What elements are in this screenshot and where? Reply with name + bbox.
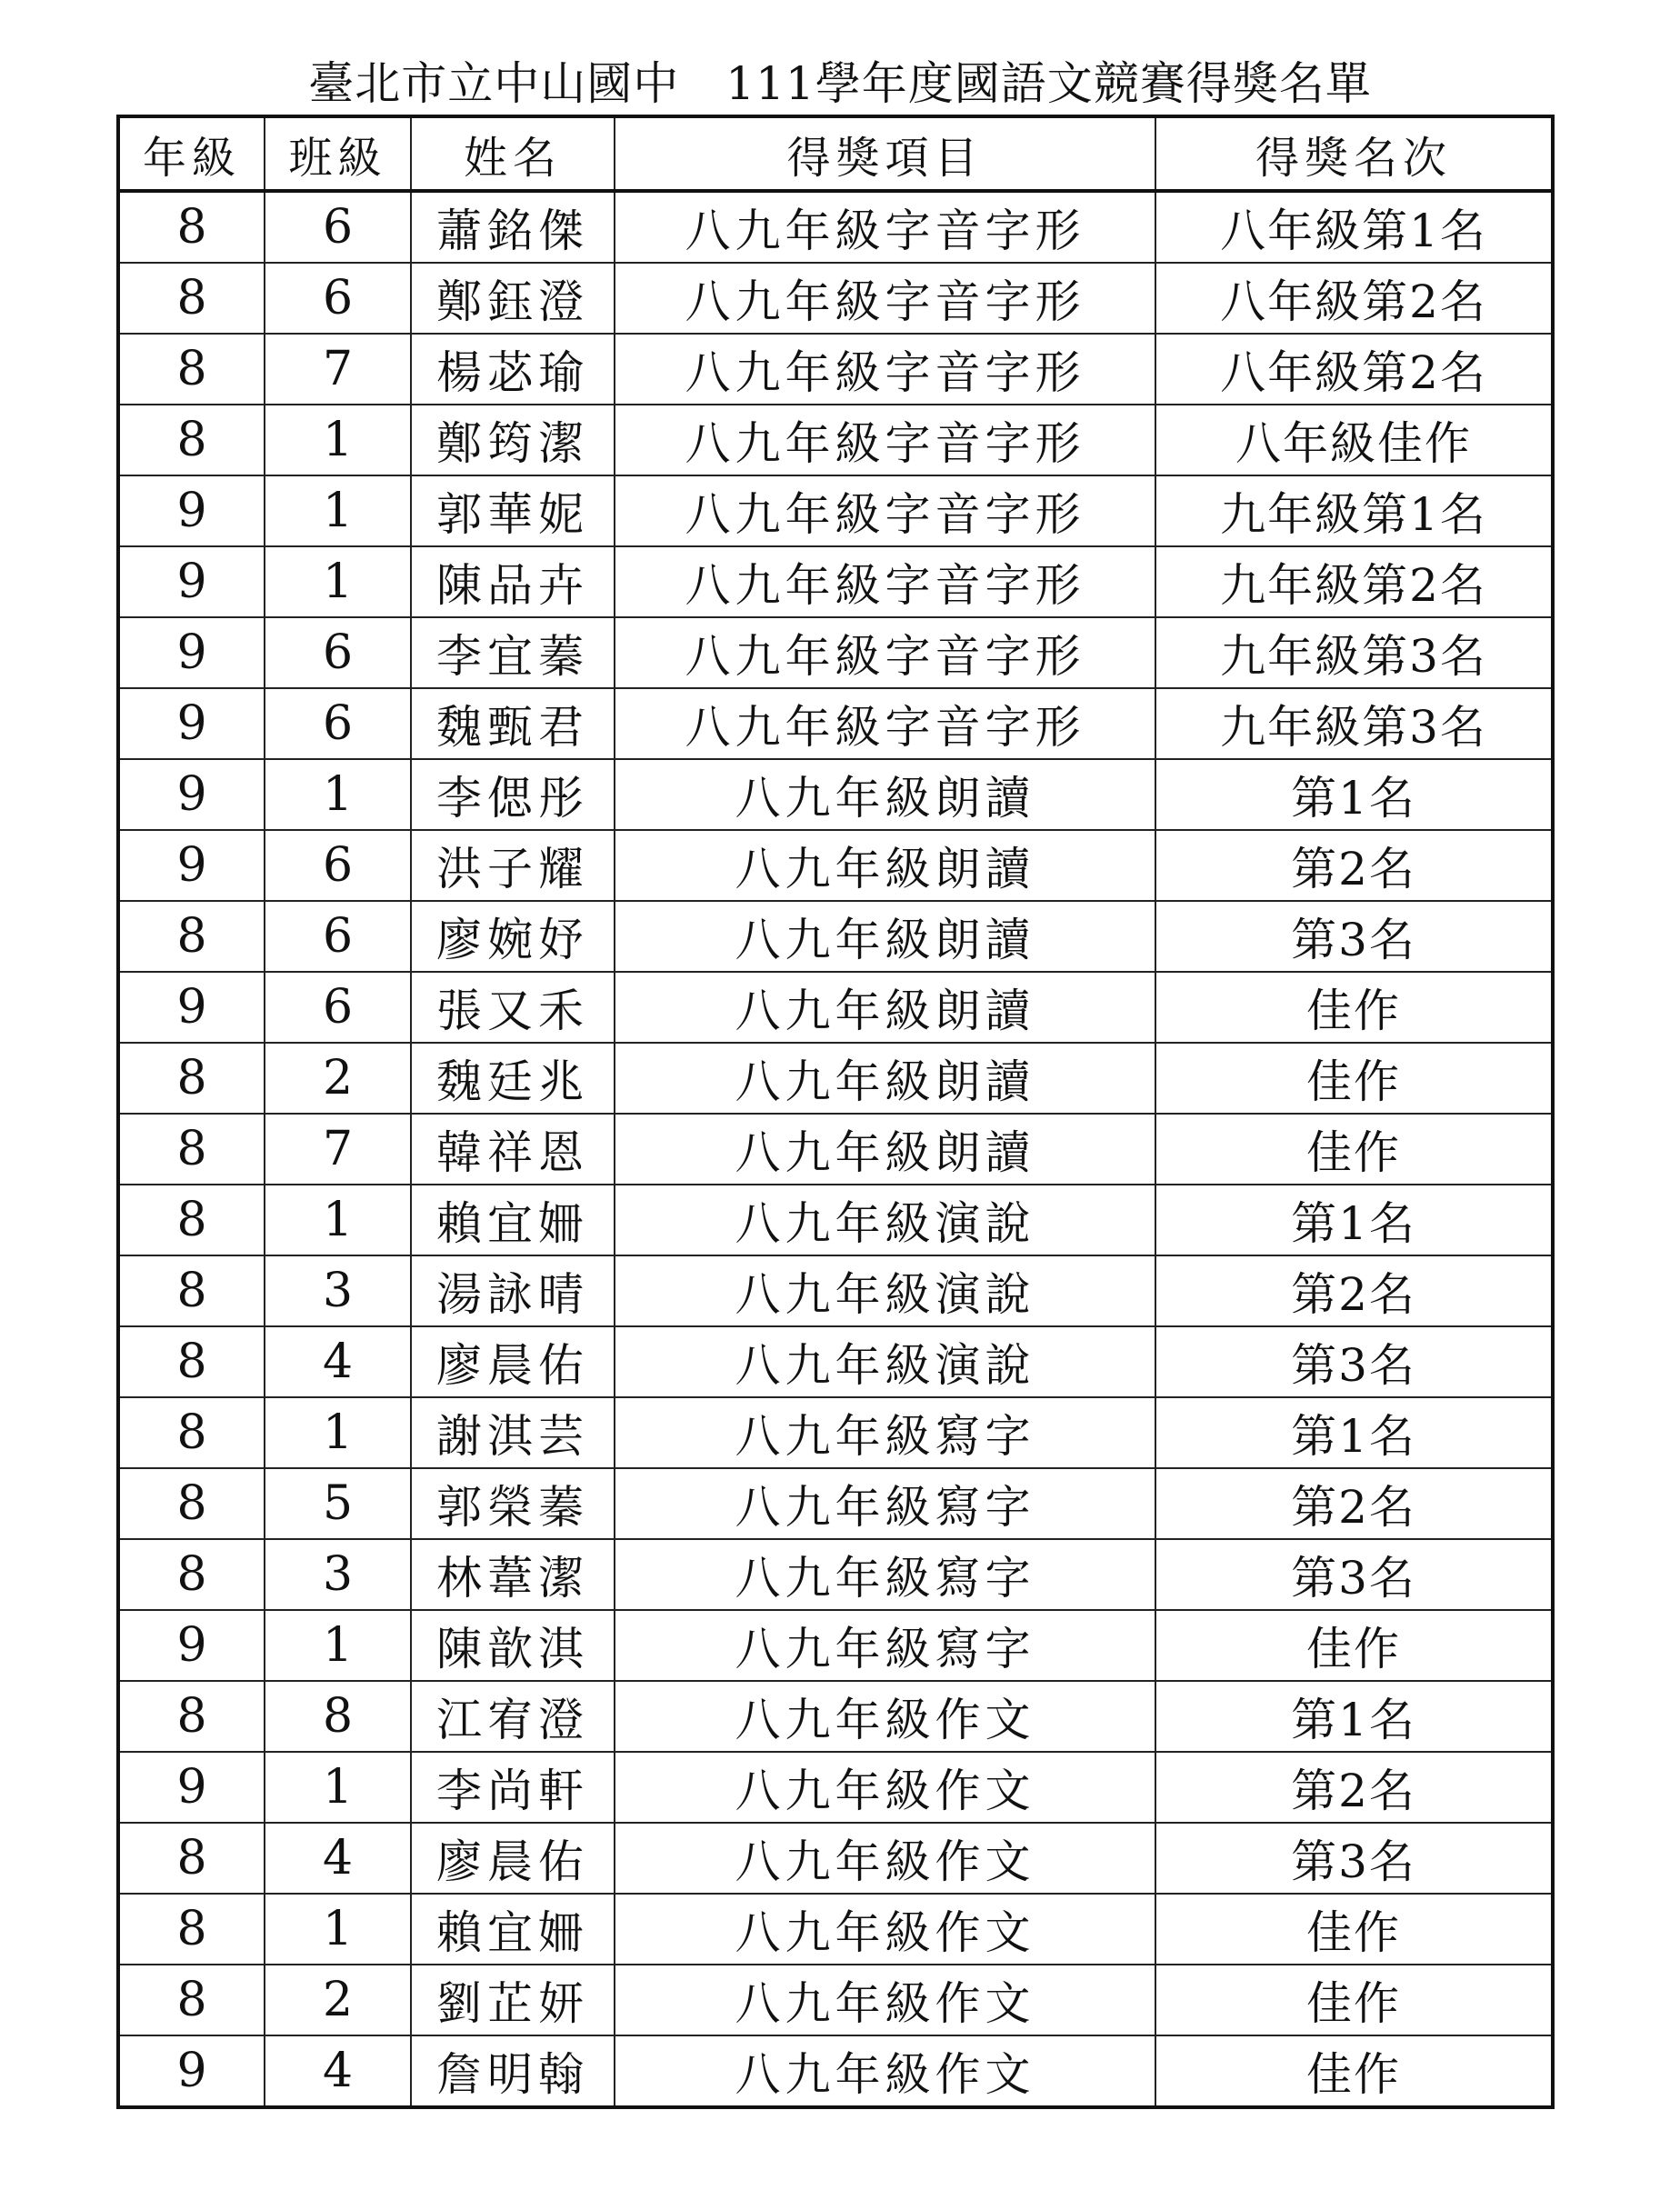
class-cell: 1 [265,759,411,830]
table-row [118,1894,1553,1965]
name-cell: 賴宜姍 [411,1185,615,1255]
grade-cell: 9 [118,475,265,546]
table-row [118,475,1553,546]
grade-cell: 9 [118,617,265,688]
award-item-cell: 八九年級朗讀 [615,972,1155,1043]
name-cell: 湯詠晴 [411,1255,615,1326]
table-header-row [118,116,1553,191]
class-cell: 4 [265,2035,411,2107]
award-rank-cell: 佳作 [1155,1043,1553,1114]
award-rank-cell: 九年級第3名 [1155,688,1553,759]
award-item-cell: 八九年級作文 [615,1965,1155,2035]
award-item-cell: 八九年級朗讀 [615,901,1155,972]
award-rank-cell: 佳作 [1155,1610,1553,1681]
grade-cell: 8 [118,1397,265,1468]
table-row [118,1823,1553,1894]
table-row [118,1114,1553,1185]
table-row [118,617,1553,688]
class-cell: 1 [265,1397,411,1468]
name-cell: 魏甄君 [411,688,615,759]
name-cell: 張又禾 [411,972,615,1043]
award-item-cell: 八九年級作文 [615,2035,1155,2107]
class-cell: 7 [265,334,411,405]
grade-cell: 8 [118,334,265,405]
award-item-cell: 八九年級寫字 [615,1539,1155,1610]
table-row [118,1965,1553,2035]
award-item-cell: 八九年級字音字形 [615,475,1155,546]
table-row [118,1539,1553,1610]
header-award-item: 得獎項目 [615,116,1155,191]
grade-cell: 8 [118,191,265,263]
class-cell: 1 [265,546,411,617]
award-item-cell: 八九年級字音字形 [615,263,1155,334]
class-cell: 2 [265,1043,411,1114]
table-row [118,191,1553,263]
grade-cell: 8 [118,901,265,972]
class-cell: 6 [265,688,411,759]
award-item-cell: 八九年級字音字形 [615,405,1155,475]
header-name: 姓名 [411,116,615,191]
grade-cell: 8 [118,1114,265,1185]
name-cell: 洪子耀 [411,830,615,901]
name-cell: 廖婉妤 [411,901,615,972]
class-cell: 5 [265,1468,411,1539]
table-row [118,1610,1553,1681]
class-cell: 1 [265,1185,411,1255]
name-cell: 詹明翰 [411,2035,615,2107]
award-rank-cell: 八年級佳作 [1155,405,1553,475]
class-cell: 6 [265,901,411,972]
grade-cell: 8 [118,1185,265,1255]
grade-cell: 8 [118,1539,265,1610]
class-cell: 3 [265,1255,411,1326]
award-item-cell: 八九年級作文 [615,1823,1155,1894]
award-rank-cell: 第3名 [1155,1823,1553,1894]
grade-cell: 9 [118,972,265,1043]
name-cell: 魏廷兆 [411,1043,615,1114]
award-item-cell: 八九年級寫字 [615,1468,1155,1539]
class-cell: 1 [265,1894,411,1965]
name-cell: 蕭銘傑 [411,191,615,263]
class-cell: 3 [265,1539,411,1610]
name-cell: 賴宜姍 [411,1894,615,1965]
header-grade: 年級 [118,116,265,191]
name-cell: 謝淇芸 [411,1397,615,1468]
grade-cell: 9 [118,2035,265,2107]
name-cell: 劉芷妍 [411,1965,615,2035]
award-item-cell: 八九年級作文 [615,1681,1155,1752]
grade-cell: 8 [118,1681,265,1752]
award-rank-cell: 八年級第2名 [1155,263,1553,334]
award-item-cell: 八九年級字音字形 [615,688,1155,759]
name-cell: 江宥澄 [411,1681,615,1752]
name-cell: 廖晨佑 [411,1823,615,1894]
class-cell: 4 [265,1326,411,1397]
award-rank-cell: 八年級第2名 [1155,334,1553,405]
name-cell: 林葦潔 [411,1539,615,1610]
class-cell: 6 [265,830,411,901]
award-rank-cell: 第2名 [1155,830,1553,901]
grade-cell: 9 [118,1610,265,1681]
award-item-cell: 八九年級演說 [615,1185,1155,1255]
class-cell: 6 [265,191,411,263]
award-rank-cell: 佳作 [1155,1114,1553,1185]
class-cell: 6 [265,263,411,334]
table-row [118,546,1553,617]
name-cell: 郭榮蓁 [411,1468,615,1539]
award-item-cell: 八九年級作文 [615,1752,1155,1823]
award-rank-cell: 九年級第3名 [1155,617,1553,688]
table-row [118,334,1553,405]
award-item-cell: 八九年級寫字 [615,1610,1155,1681]
award-item-cell: 八九年級演說 [615,1326,1155,1397]
award-item-cell: 八九年級作文 [615,1894,1155,1965]
name-cell: 廖晨佑 [411,1326,615,1397]
class-cell: 1 [265,1610,411,1681]
award-rank-cell: 第3名 [1155,1326,1553,1397]
award-rank-cell: 九年級第2名 [1155,546,1553,617]
grade-cell: 8 [118,1326,265,1397]
class-cell: 7 [265,1114,411,1185]
name-cell: 陳品卉 [411,546,615,617]
award-item-cell: 八九年級寫字 [615,1397,1155,1468]
award-rank-cell: 第1名 [1155,1397,1553,1468]
page-title: 臺北市立中山國中 111學年度國語文競賽得獎名單 [308,57,1372,110]
name-cell: 鄭鈺澄 [411,263,615,334]
award-rank-cell: 第1名 [1155,759,1553,830]
name-cell: 楊苾瑜 [411,334,615,405]
award-item-cell: 八九年級演說 [615,1255,1155,1326]
table-row [118,1255,1553,1326]
award-item-cell: 八九年級字音字形 [615,334,1155,405]
award-rank-cell: 佳作 [1155,1894,1553,1965]
grade-cell: 8 [118,1043,265,1114]
award-rank-cell: 第1名 [1155,1185,1553,1255]
table-row [118,1043,1553,1114]
name-cell: 陳歆淇 [411,1610,615,1681]
table-row [118,2035,1553,2107]
grade-cell: 8 [118,263,265,334]
name-cell: 李宜蓁 [411,617,615,688]
grade-cell: 8 [118,405,265,475]
name-cell: 韓祥恩 [411,1114,615,1185]
grade-cell: 9 [118,546,265,617]
award-rank-cell: 佳作 [1155,972,1553,1043]
award-rank-cell: 第3名 [1155,901,1553,972]
class-cell: 8 [265,1681,411,1752]
award-rank-cell: 第2名 [1155,1468,1553,1539]
name-cell: 鄭筠潔 [411,405,615,475]
award-item-cell: 八九年級字音字形 [615,546,1155,617]
table-row [118,405,1553,475]
award-item-cell: 八九年級朗讀 [615,830,1155,901]
table-row [118,901,1553,972]
table-row [118,263,1553,334]
grade-cell: 8 [118,1823,265,1894]
award-rank-cell: 第2名 [1155,1752,1553,1823]
class-cell: 4 [265,1823,411,1894]
grade-cell: 8 [118,1894,265,1965]
name-cell: 李尚軒 [411,1752,615,1823]
class-cell: 1 [265,475,411,546]
table-row [118,972,1553,1043]
grade-cell: 9 [118,688,265,759]
table-row [118,1397,1553,1468]
class-cell: 6 [265,972,411,1043]
grade-cell: 8 [118,1468,265,1539]
class-cell: 1 [265,405,411,475]
class-cell: 1 [265,1752,411,1823]
header-class: 班級 [265,116,411,191]
name-cell: 李偲彤 [411,759,615,830]
table-row [118,830,1553,901]
award-rank-cell: 九年級第1名 [1155,475,1553,546]
award-rank-cell: 佳作 [1155,1965,1553,2035]
class-cell: 2 [265,1965,411,2035]
header-award-rank: 得獎名次 [1155,116,1553,191]
award-table [116,115,1555,2109]
award-rank-cell: 八年級第1名 [1155,191,1553,263]
award-rank-cell: 佳作 [1155,2035,1553,2107]
award-item-cell: 八九年級字音字形 [615,191,1155,263]
grade-cell: 8 [118,1965,265,2035]
grade-cell: 9 [118,830,265,901]
table-row [118,1185,1553,1255]
award-item-cell: 八九年級字音字形 [615,617,1155,688]
award-rank-cell: 第3名 [1155,1539,1553,1610]
award-item-cell: 八九年級朗讀 [615,1043,1155,1114]
table-row [118,1326,1553,1397]
table-row [118,688,1553,759]
class-cell: 6 [265,617,411,688]
grade-cell: 9 [118,1752,265,1823]
name-cell: 郭華妮 [411,475,615,546]
table-row [118,1468,1553,1539]
table-row [118,759,1553,830]
award-item-cell: 八九年級朗讀 [615,1114,1155,1185]
award-item-cell: 八九年級朗讀 [615,759,1155,830]
award-table-body [118,191,1553,2107]
award-rank-cell: 第2名 [1155,1255,1553,1326]
table-row [118,1752,1553,1823]
grade-cell: 8 [118,1255,265,1326]
award-rank-cell: 第1名 [1155,1681,1553,1752]
grade-cell: 9 [118,759,265,830]
table-row [118,1681,1553,1752]
